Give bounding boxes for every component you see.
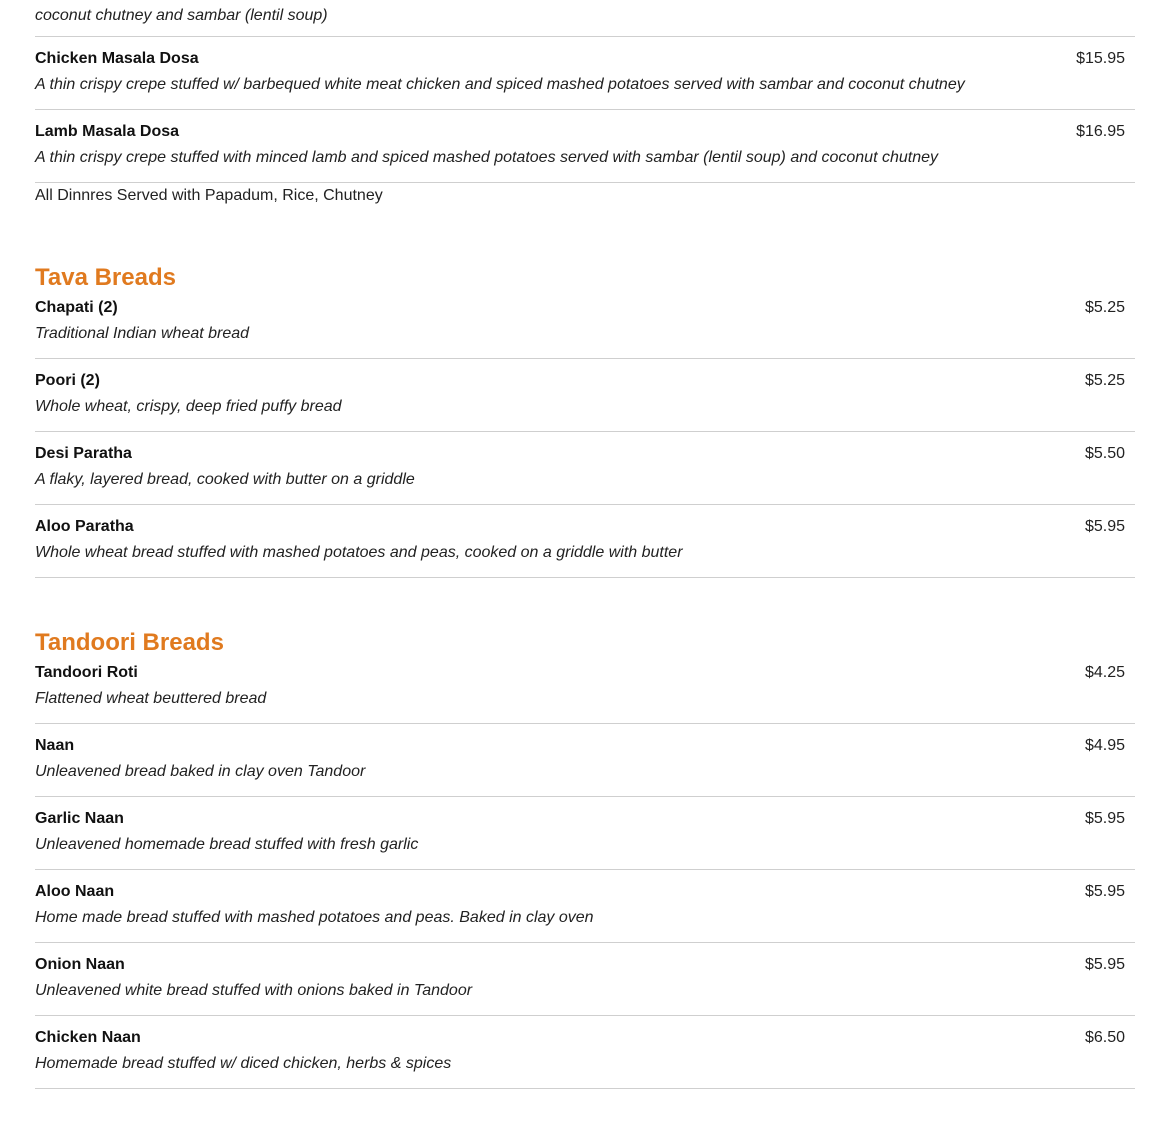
menu-item-poori [35,359,1135,432]
item-name: Desi Paratha [35,445,132,462]
menu-item-desi-paratha [35,432,1135,505]
menu-item-naan [35,724,1135,797]
item-name: Garlic Naan [35,810,124,827]
item-description: A thin crispy crepe stuffed w/ barbequed white meat chicken and spiced mashed potatoes served with sambar and coconut chutney [35,76,965,93]
item-price: $5.25 [1084,299,1125,316]
item-name: Aloo Paratha [35,518,134,535]
item-description: Traditional Indian wheat bread [35,325,250,342]
menu-page [35,0,1135,1089]
tava-breads-list [35,293,1135,578]
item-description: Homemade bread stuffed w/ diced chicken, herbs & spices [35,1055,452,1072]
item-name: Lamb Masala Dosa [35,123,180,140]
menu-item-aloo-paratha [35,505,1135,578]
item-description: Unleavened white bread stuffed with onions baked in Tandoor [35,982,473,999]
item-price: $5.95 [1084,883,1125,900]
item-price: $5.50 [1084,445,1125,462]
item-description: coconut chutney and sambar (lentil soup) [35,3,1135,37]
item-description: Unleavened homemade bread stuffed with fresh garlic [35,836,419,853]
item-description: Whole wheat bread stuffed with mashed potatoes and peas, cooked on a griddle with butter [35,544,683,561]
item-price: $5.25 [1084,372,1125,389]
item-price: $5.95 [1084,956,1125,973]
dosa-list [35,37,1135,183]
section-title-tandoori-breads: Tandoori Breads [35,629,224,656]
item-description: Unleavened bread baked in clay oven Tandoor [35,763,366,780]
item-price: $5.95 [1084,518,1125,535]
item-description: Home made bread stuffed with mashed potatoes and peas. Baked in clay oven [35,909,594,926]
section-title-tava-breads: Tava Breads [35,264,176,291]
item-price: $4.95 [1084,737,1125,754]
item-description: A flaky, layered bread, cooked with butter on a griddle [35,471,415,488]
tandoori-breads-list [35,658,1135,1089]
item-price: $5.95 [1084,810,1125,827]
item-name: Naan [35,737,75,754]
item-name: Tandoori Roti [35,664,138,681]
dinner-note: All Dinnres Served with Papadum, Rice, Chutney [35,187,383,204]
item-description: A thin crispy crepe stuffed with minced lamb and spiced mashed potatoes served with sambar (lentil soup) and coconut chutney [35,149,938,166]
item-price: $4.25 [1084,664,1125,681]
menu-item-onion-naan [35,943,1135,1016]
menu-item-garlic-naan [35,797,1135,870]
item-description: Flattened wheat beuttered bread [35,690,267,707]
item-name: Aloo Naan [35,883,115,900]
item-description: Whole wheat, crispy, deep fried puffy bread [35,398,342,415]
item-name: Chicken Naan [35,1029,141,1046]
item-name: Poori (2) [35,372,100,389]
item-name: Onion Naan [35,956,125,973]
menu-item-chapati [35,293,1135,359]
item-name: Chapati (2) [35,299,118,316]
menu-item-lamb-masala-dosa [35,110,1135,183]
item-price: $15.95 [1076,50,1125,67]
menu-item-chicken-masala-dosa [35,37,1135,110]
item-price: $16.95 [1076,123,1125,140]
menu-item-tandoori-roti [35,658,1135,724]
item-name: Chicken Masala Dosa [35,50,199,67]
item-price: $6.50 [1084,1029,1125,1046]
menu-item-aloo-naan [35,870,1135,943]
menu-item-chicken-naan [35,1016,1135,1089]
